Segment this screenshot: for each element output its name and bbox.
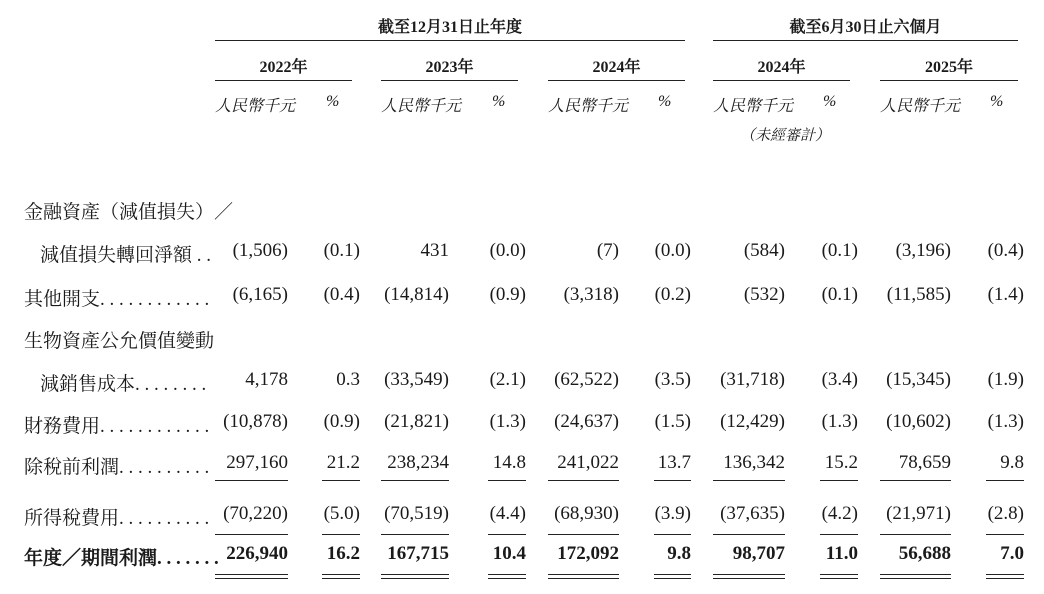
cell-percent: 11.0 bbox=[825, 543, 858, 564]
total-double-rule bbox=[322, 574, 360, 575]
subtotal-rule bbox=[381, 480, 449, 481]
cell-amount: 78,659 bbox=[898, 452, 951, 473]
cell-amount: (12,429) bbox=[720, 411, 785, 432]
row-label-other-expenses: 其他開支. . . . . . . . . . . . bbox=[24, 289, 210, 310]
row-label-impairment-cont: 減值損失轉回淨額 . . bbox=[40, 245, 212, 266]
cell-percent: (1.3) bbox=[821, 411, 858, 432]
total-double-rule bbox=[713, 578, 785, 579]
unit-rmb: 人民幣千元 bbox=[215, 98, 296, 115]
cell-amount: 297,160 bbox=[226, 452, 288, 473]
cell-amount: (11,585) bbox=[886, 284, 951, 305]
subtotal-rule bbox=[654, 480, 691, 481]
total-top-rule bbox=[986, 534, 1024, 535]
cell-percent: (1.3) bbox=[489, 411, 526, 432]
cell-amount: 241,022 bbox=[557, 452, 619, 473]
total-double-rule bbox=[322, 578, 360, 579]
cell-amount: (15,345) bbox=[886, 369, 951, 390]
unaudited-note: （未經審計） bbox=[740, 128, 831, 144]
year-rule bbox=[215, 80, 352, 81]
total-top-rule bbox=[381, 534, 449, 535]
year-rule bbox=[880, 80, 1018, 81]
cell-percent: (1.3) bbox=[987, 411, 1024, 432]
year-header-2022: 2022年 bbox=[259, 59, 308, 76]
cell-amount: (21,821) bbox=[384, 411, 449, 432]
unit-pct: % bbox=[658, 93, 672, 110]
cell-percent: (0.9) bbox=[489, 284, 526, 305]
cell-amount: (21,971) bbox=[886, 503, 951, 524]
subtotal-rule bbox=[713, 480, 785, 481]
total-top-rule bbox=[713, 534, 785, 535]
row-label-profit-for-period: 年度／期間利潤. . . . . . . bbox=[24, 548, 219, 569]
cell-percent: (0.0) bbox=[654, 240, 691, 261]
cell-percent: (0.0) bbox=[489, 240, 526, 261]
total-double-rule bbox=[654, 574, 691, 575]
year-header-2025-interim: 2025年 bbox=[924, 59, 973, 76]
cell-amount: 136,342 bbox=[723, 452, 785, 473]
total-double-rule bbox=[986, 574, 1024, 575]
cell-amount: 431 bbox=[420, 240, 449, 261]
cell-percent: 10.4 bbox=[492, 543, 526, 564]
unit-pct: % bbox=[492, 93, 506, 110]
total-double-rule bbox=[880, 574, 951, 575]
subtotal-rule bbox=[488, 480, 526, 481]
total-top-rule bbox=[488, 534, 526, 535]
year-header-2024-interim: 2024年 bbox=[757, 59, 806, 76]
total-double-rule bbox=[880, 578, 951, 579]
cell-amount: (7) bbox=[596, 240, 619, 261]
group-header-annual: 截至12月31日止年度 bbox=[377, 19, 522, 36]
group-header-interim: 截至6月30日止六個月 bbox=[789, 19, 942, 36]
year-rule bbox=[713, 80, 850, 81]
cell-amount: (10,878) bbox=[223, 411, 288, 432]
cell-amount: (68,930) bbox=[554, 503, 619, 524]
cell-amount: 238,234 bbox=[387, 452, 449, 473]
row-label-finance-costs: 財務費用. . . . . . . . . . . . bbox=[24, 416, 210, 437]
cell-amount: 98,707 bbox=[732, 543, 785, 564]
subtotal-rule bbox=[322, 480, 360, 481]
total-double-rule bbox=[488, 574, 526, 575]
cell-percent: 7.0 bbox=[1000, 543, 1024, 564]
cell-percent: 9.8 bbox=[667, 543, 691, 564]
total-double-rule bbox=[986, 578, 1024, 579]
total-top-rule bbox=[880, 534, 951, 535]
cell-amount: (62,522) bbox=[554, 369, 619, 390]
year-header-2023: 2023年 bbox=[425, 59, 474, 76]
cell-amount: 4,178 bbox=[245, 369, 288, 390]
unit-rmb: 人民幣千元 bbox=[880, 98, 961, 115]
subtotal-rule bbox=[215, 480, 288, 481]
total-double-rule bbox=[654, 578, 691, 579]
cell-amount: (3,196) bbox=[895, 240, 951, 261]
unit-pct: % bbox=[823, 93, 837, 110]
unit-rmb: 人民幣千元 bbox=[381, 98, 462, 115]
total-top-rule bbox=[322, 534, 360, 535]
unit-pct: % bbox=[326, 93, 340, 110]
cell-amount: (10,602) bbox=[886, 411, 951, 432]
cell-percent: 9.8 bbox=[1000, 452, 1024, 473]
cell-amount: (37,635) bbox=[720, 503, 785, 524]
cell-percent: (0.1) bbox=[821, 284, 858, 305]
total-double-rule bbox=[713, 574, 785, 575]
cell-percent: (0.4) bbox=[987, 240, 1024, 261]
group-rule-annual bbox=[215, 40, 685, 41]
total-double-rule bbox=[820, 578, 858, 579]
cell-percent: 21.2 bbox=[326, 452, 360, 473]
cell-amount: (24,637) bbox=[554, 411, 619, 432]
group-rule-interim bbox=[713, 40, 1018, 41]
total-top-rule bbox=[548, 534, 619, 535]
total-double-rule bbox=[381, 578, 449, 579]
unit-pct: % bbox=[990, 93, 1004, 110]
cell-percent: (1.4) bbox=[987, 284, 1024, 305]
cell-amount: (6,165) bbox=[232, 284, 288, 305]
cell-percent: (0.1) bbox=[323, 240, 360, 261]
cell-percent: (4.4) bbox=[489, 503, 526, 524]
total-double-rule bbox=[215, 574, 288, 575]
unit-rmb: 人民幣千元 bbox=[713, 98, 794, 115]
year-rule bbox=[381, 80, 518, 81]
cell-percent: (2.1) bbox=[489, 369, 526, 390]
unit-rmb: 人民幣千元 bbox=[548, 98, 629, 115]
row-label-profit-before-tax: 除稅前利潤. . . . . . . . . . bbox=[24, 457, 210, 478]
cell-percent: (3.4) bbox=[821, 369, 858, 390]
subtotal-rule bbox=[880, 480, 951, 481]
cell-amount: (584) bbox=[743, 240, 785, 261]
year-rule bbox=[548, 80, 685, 81]
subtotal-rule bbox=[820, 480, 858, 481]
total-double-rule bbox=[820, 574, 858, 575]
cell-percent: 15.2 bbox=[824, 452, 858, 473]
cell-percent: (0.1) bbox=[821, 240, 858, 261]
cell-amount: (3,318) bbox=[563, 284, 619, 305]
cell-percent: (3.9) bbox=[654, 503, 691, 524]
cell-amount: (70,519) bbox=[384, 503, 449, 524]
cell-percent: (1.5) bbox=[654, 411, 691, 432]
total-top-rule bbox=[820, 534, 858, 535]
cell-amount: (70,220) bbox=[223, 503, 288, 524]
total-double-rule bbox=[548, 574, 619, 575]
cell-percent: 14.8 bbox=[492, 452, 526, 473]
total-top-rule bbox=[654, 534, 691, 535]
total-double-rule bbox=[215, 578, 288, 579]
cell-amount: (33,549) bbox=[384, 369, 449, 390]
cell-amount: 172,092 bbox=[557, 543, 619, 564]
row-label-biological-assets-cont: 減銷售成本. . . . . . . . bbox=[40, 374, 207, 395]
cell-percent: (1.9) bbox=[987, 369, 1024, 390]
cell-amount: (532) bbox=[743, 284, 785, 305]
cell-percent: 13.7 bbox=[657, 452, 691, 473]
cell-percent: (5.0) bbox=[323, 503, 360, 524]
cell-percent: (0.4) bbox=[323, 284, 360, 305]
row-label-income-tax: 所得稅費用. . . . . . . . . . bbox=[24, 508, 210, 529]
cell-amount: (14,814) bbox=[384, 284, 449, 305]
cell-percent: (0.2) bbox=[654, 284, 691, 305]
cell-amount: (1,506) bbox=[232, 240, 288, 261]
total-top-rule bbox=[215, 534, 288, 535]
total-double-rule bbox=[381, 574, 449, 575]
row-label-impairment: 金融資產（減值損失）／ bbox=[24, 202, 234, 223]
subtotal-rule bbox=[548, 480, 619, 481]
year-header-2024: 2024年 bbox=[592, 59, 641, 76]
total-double-rule bbox=[488, 578, 526, 579]
row-label-biological-assets: 生物資產公允價值變動 bbox=[24, 331, 215, 352]
cell-percent: 0.3 bbox=[336, 369, 360, 390]
cell-percent: (2.8) bbox=[987, 503, 1024, 524]
cell-amount: 56,688 bbox=[898, 543, 951, 564]
cell-amount: 167,715 bbox=[387, 543, 449, 564]
cell-percent: (4.2) bbox=[821, 503, 858, 524]
cell-percent: (3.5) bbox=[654, 369, 691, 390]
cell-percent: 16.2 bbox=[326, 543, 360, 564]
subtotal-rule bbox=[986, 480, 1024, 481]
cell-amount: (31,718) bbox=[720, 369, 785, 390]
cell-amount: 226,940 bbox=[226, 543, 288, 564]
total-double-rule bbox=[548, 578, 619, 579]
cell-percent: (0.9) bbox=[323, 411, 360, 432]
